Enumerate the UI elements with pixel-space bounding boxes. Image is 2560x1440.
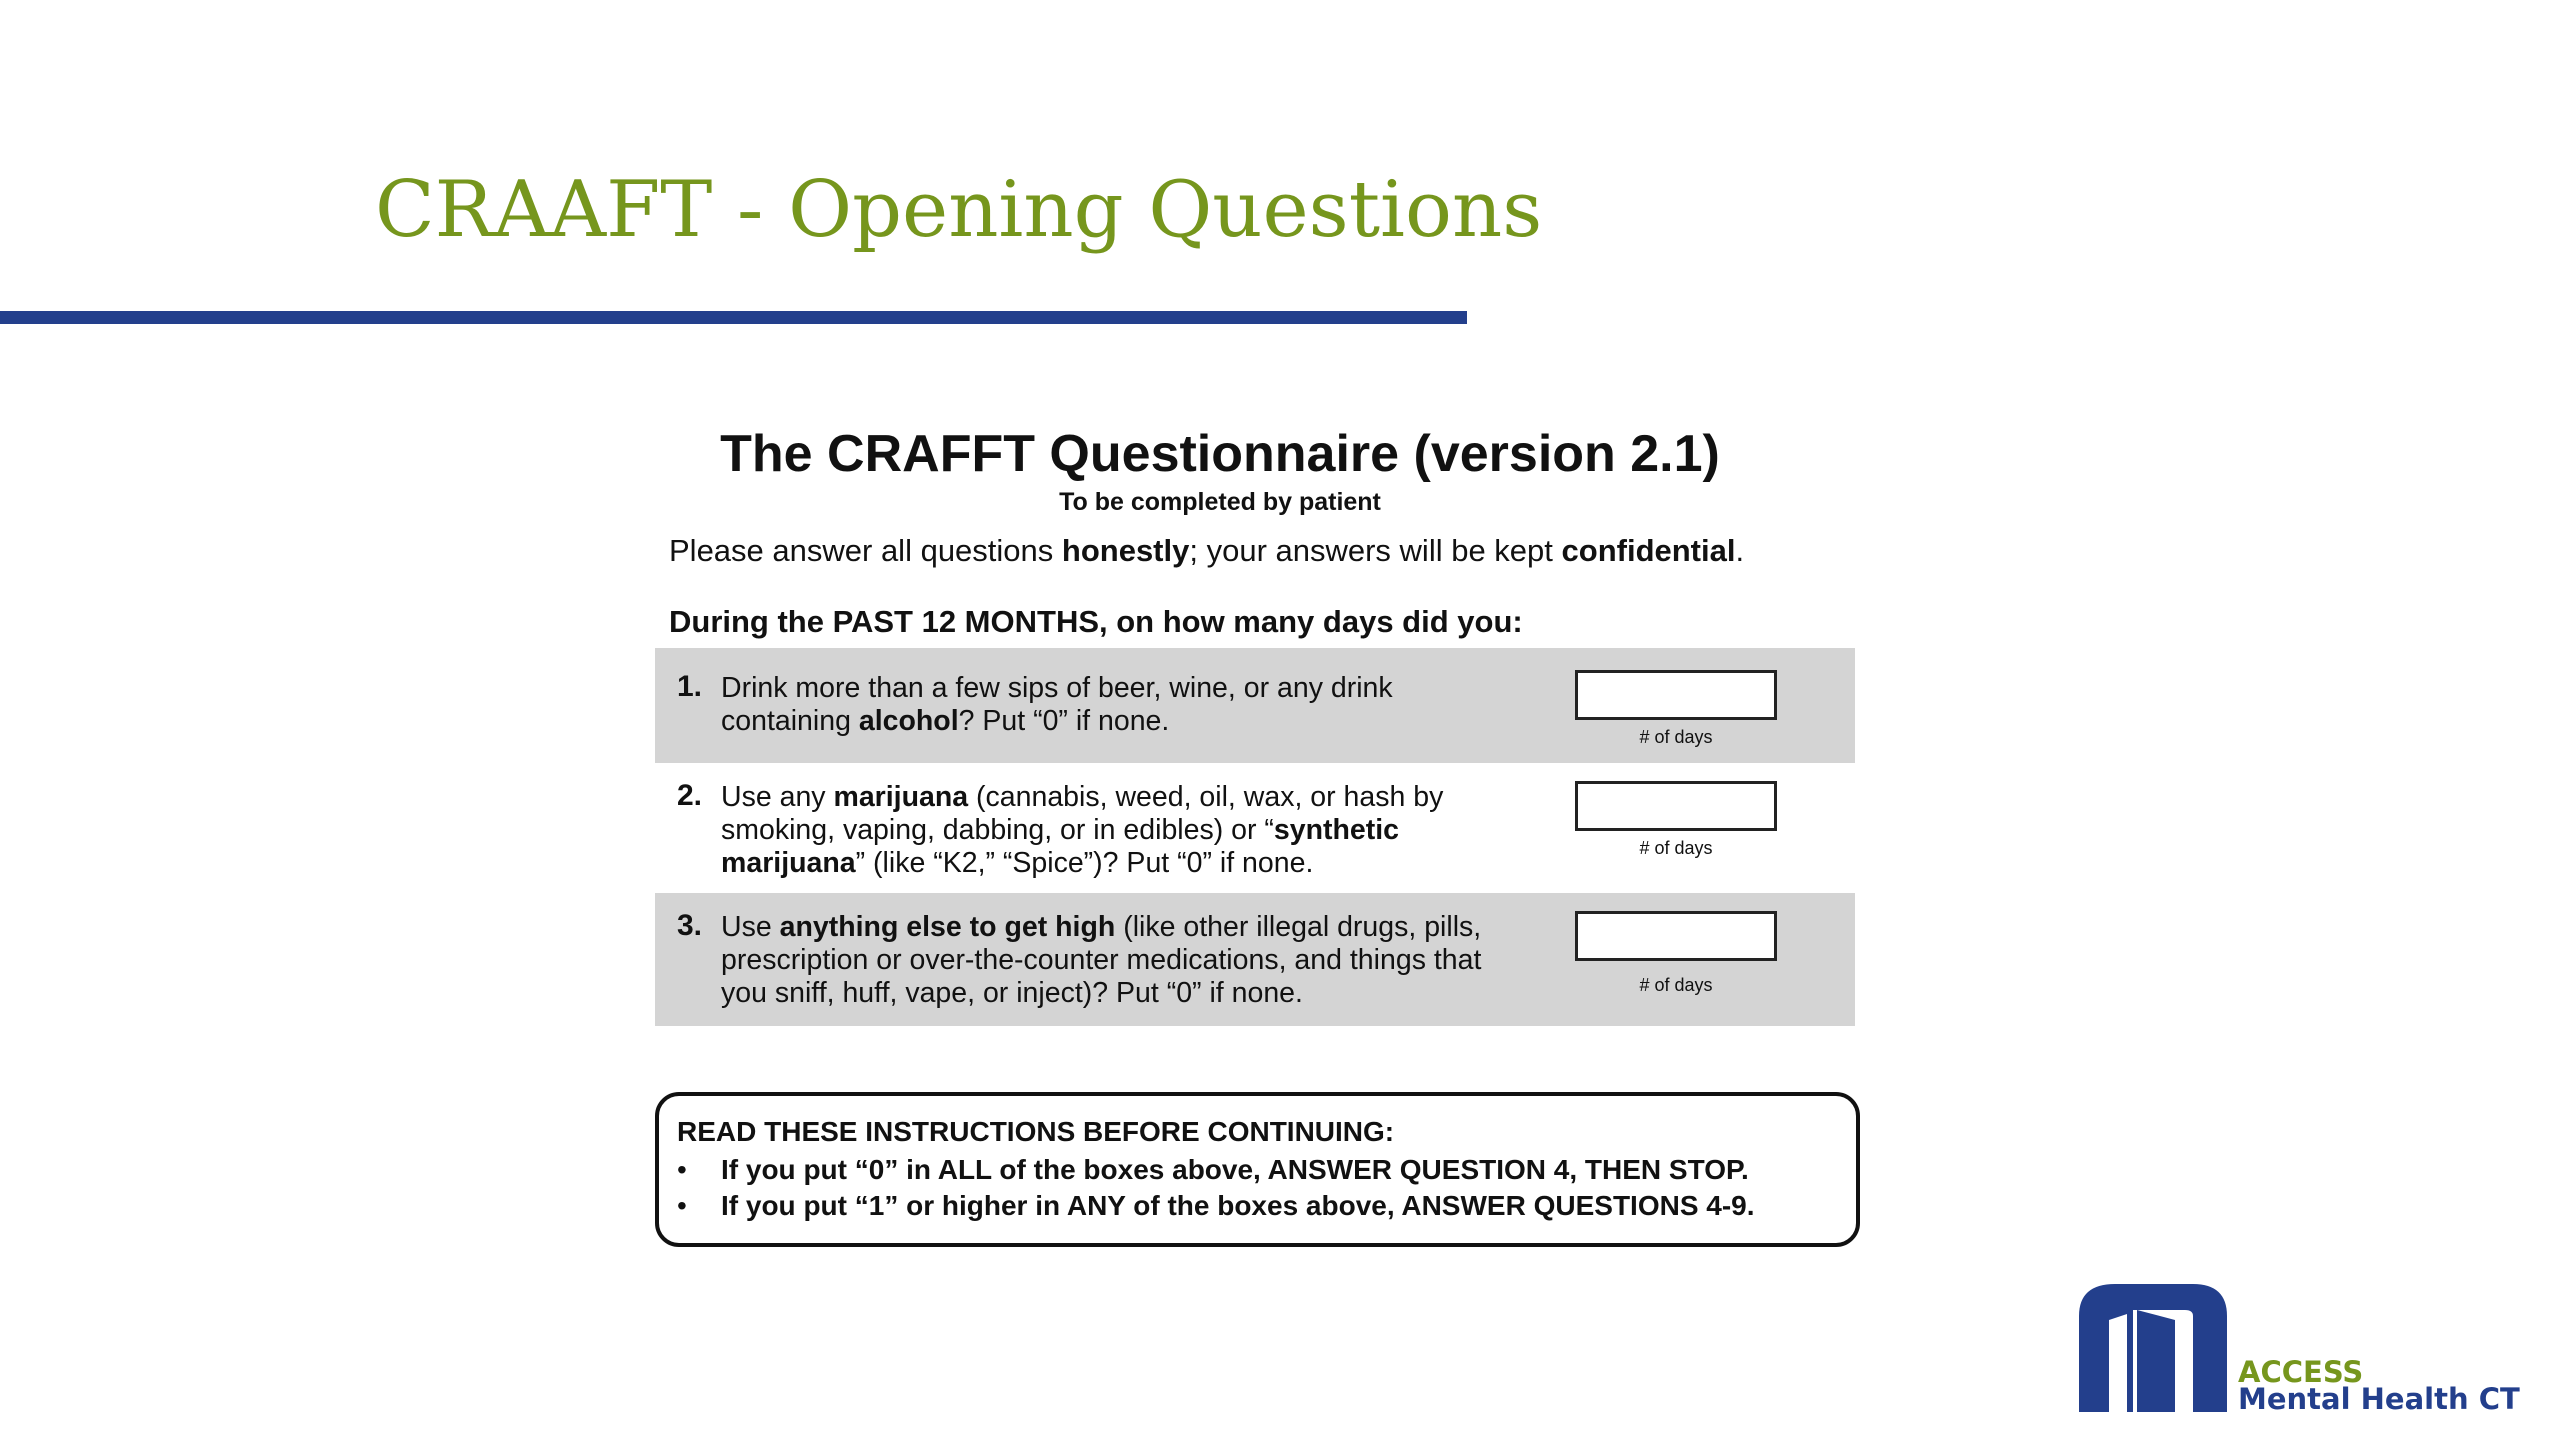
- question-row: [655, 893, 1855, 1026]
- days-label: # of days: [1639, 975, 1713, 995]
- logo-text-mental-health: Mental Health CT: [2238, 1382, 2520, 1416]
- question-text: Drink more than a few sips of beer, wine, or any drink containing alcohol? Put “0” if none.: [721, 672, 1393, 737]
- days-input-q2[interactable]: [1575, 781, 1777, 831]
- days-input-q3[interactable]: [1575, 911, 1777, 961]
- question-number: 2.: [677, 779, 703, 812]
- form-subtitle: To be completed by patient: [1059, 488, 1381, 516]
- door-icon: [2075, 1280, 2235, 1415]
- slide-title: CRAAFT - Opening Questions: [375, 165, 1543, 255]
- section-heading: During the PAST 12 MONTHS, on how many days did you:: [669, 604, 1523, 639]
- instructions-box: [655, 1092, 1860, 1247]
- question-number: 1.: [677, 670, 703, 703]
- question-row: [655, 648, 1855, 763]
- intro-text: Please answer all questions honestly; your answers will be kept confidential.: [669, 533, 1745, 568]
- days-input-q1[interactable]: [1575, 670, 1777, 720]
- form-title: The CRAFFT Questionnaire (version 2.1): [720, 425, 1720, 483]
- question-number: 3.: [677, 909, 703, 942]
- bullet: •: [677, 1190, 687, 1221]
- title-underline: [0, 311, 1467, 324]
- access-mental-health-logo: [2075, 1280, 2520, 1420]
- question-row: [655, 765, 1855, 890]
- logo-text-access: ACCESS: [2238, 1355, 2364, 1389]
- instruction-item: • If you put “0” in ALL of the boxes above, ANSWER QUESTION 4, THEN STOP.: [677, 1154, 1749, 1185]
- instruction-item: • If you put “1” or higher in ANY of the boxes above, ANSWER QUESTIONS 4-9.: [677, 1190, 1755, 1221]
- days-label: # of days: [1639, 838, 1713, 858]
- question-text: Use anything else to get high (like other illegal drugs, pills, prescription or over-the-counter medications, and things that you sniff, huff, vape, or inject)? Put “0” if none.: [721, 911, 1482, 1009]
- days-label: # of days: [1639, 727, 1713, 747]
- question-text: Use any marijuana (cannabis, weed, oil, wax, or hash by smoking, vaping, dabbing, or in edibles) or “synthetic marijuana” (like “K2,” “Spice”)? Put “0” if none.: [721, 781, 1444, 879]
- bullet: •: [677, 1154, 687, 1185]
- instructions-heading: READ THESE INSTRUCTIONS BEFORE CONTINUING:: [677, 1116, 1395, 1147]
